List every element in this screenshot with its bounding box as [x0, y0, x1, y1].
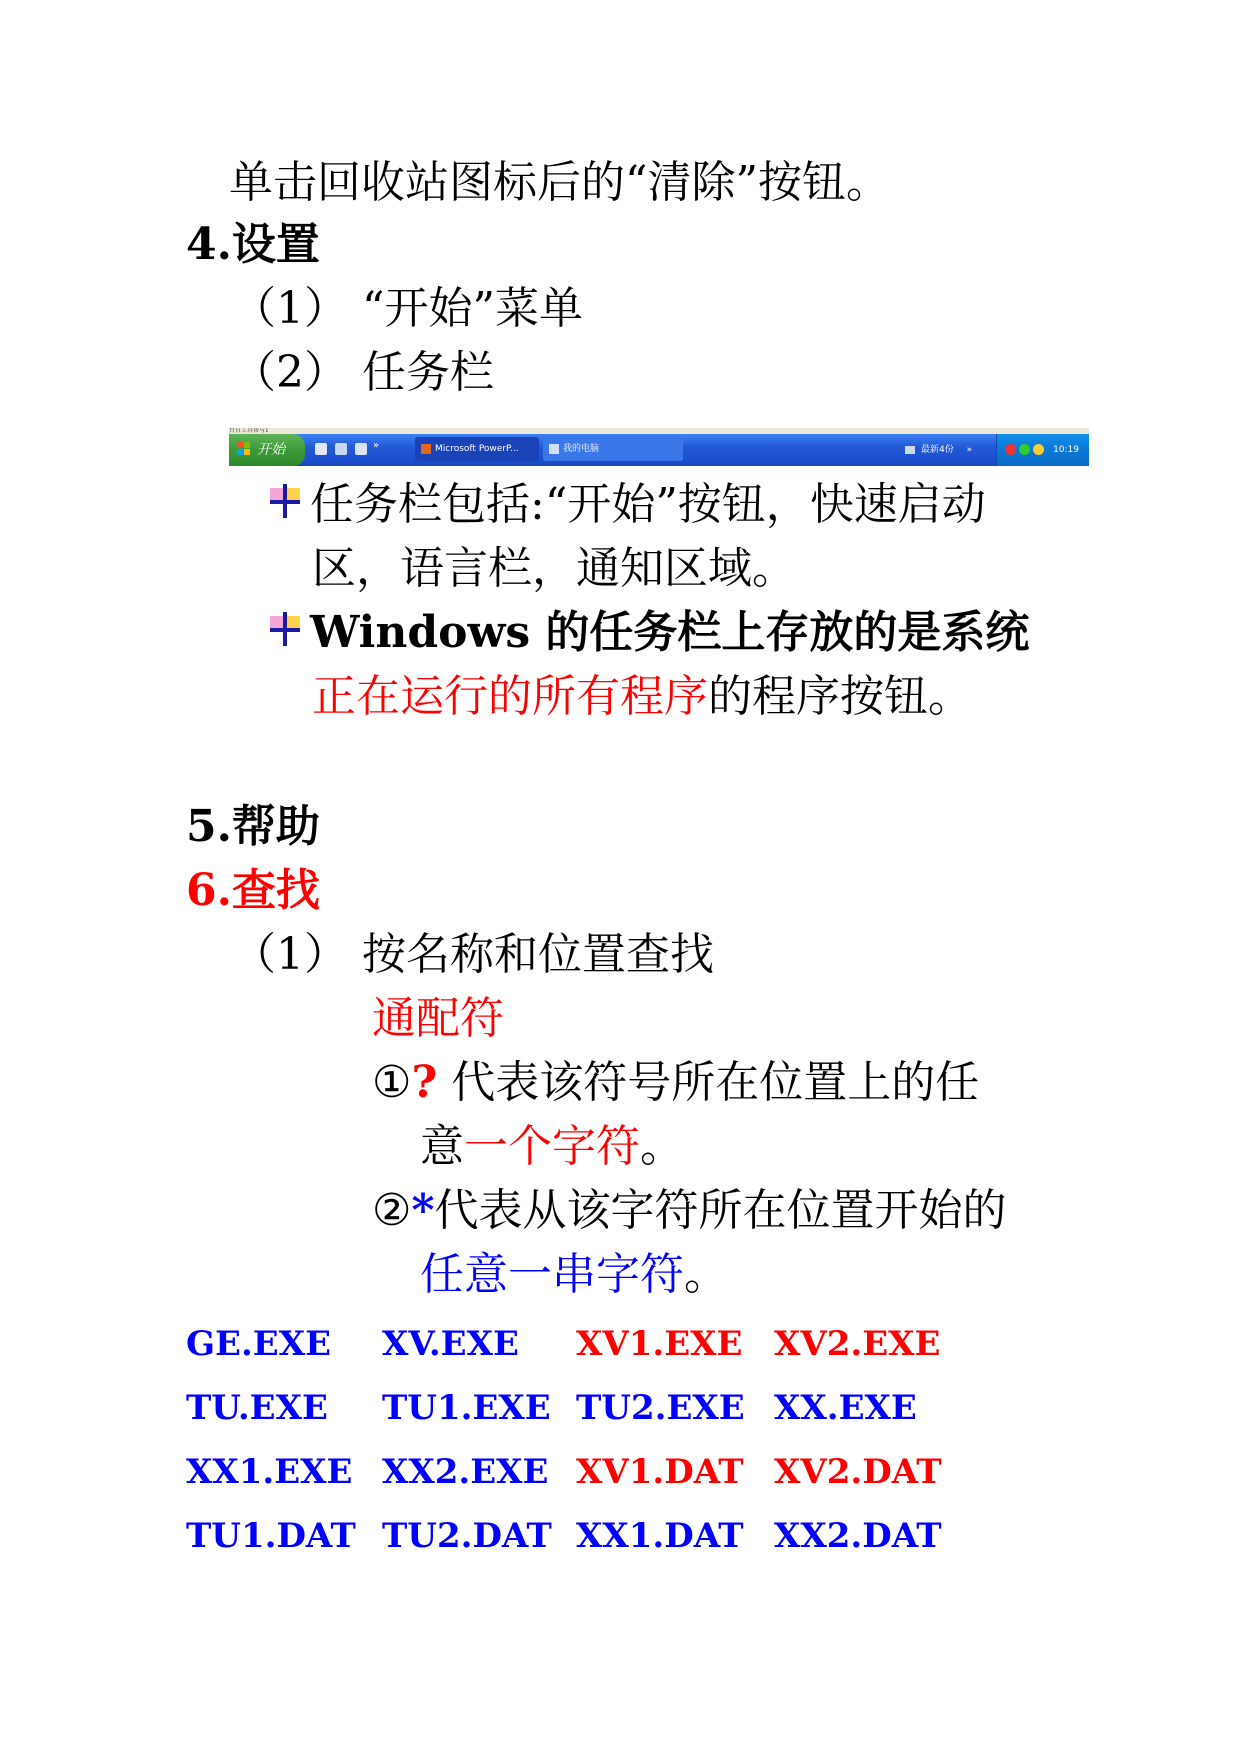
- item-taskbar: （2） 任务栏: [232, 347, 494, 398]
- item-search-by-name: （1） 按名称和位置查找: [232, 929, 714, 980]
- item-start-menu: （1） “开始”菜单: [232, 283, 583, 334]
- wildcard-star-line1: [372, 1184, 1006, 1238]
- quicklaunch-chevron[interactable]: »: [373, 440, 380, 451]
- file-name: TU2.DAT: [382, 1516, 552, 1556]
- tray-icon-1[interactable]: [1005, 444, 1016, 455]
- file-name: TU1.EXE: [382, 1388, 551, 1428]
- file-name: TU.EXE: [186, 1388, 328, 1428]
- file-name: XV1.EXE: [576, 1324, 743, 1364]
- taskbar-bar: [229, 434, 1089, 466]
- keyboard-icon: [905, 446, 915, 454]
- windows-taskbar-line1: [310, 606, 1029, 660]
- file-name: XX2.EXE: [382, 1452, 549, 1492]
- windows-taskbar-text: Windows 的任务栏上存放的是系统: [310, 607, 1030, 658]
- file-name: XV2.EXE: [774, 1324, 941, 1364]
- circled-2: ②: [372, 1185, 412, 1236]
- folder-icon[interactable]: [335, 443, 347, 455]
- desktop-icon[interactable]: [355, 443, 367, 455]
- start-button[interactable]: [229, 434, 305, 466]
- notification-area: [996, 434, 1089, 466]
- file-name: XV1.DAT: [576, 1452, 744, 1492]
- language-bar[interactable]: [905, 434, 972, 466]
- question-desc-cont: 意: [420, 1121, 464, 1172]
- star-desc: 代表从该字符所在位置开始的: [434, 1185, 1007, 1236]
- clock: 10:19: [1053, 445, 1079, 455]
- one-char-text: 一个字符: [464, 1121, 640, 1172]
- windows-flag-icon: [237, 442, 251, 456]
- heading-settings: 4.设置: [186, 219, 320, 270]
- taskbar-button-label: 我的电脑: [563, 444, 600, 454]
- period: 。: [640, 1121, 684, 1172]
- file-name: XV2.DAT: [774, 1452, 942, 1492]
- language-bar-chevron[interactable]: »: [966, 445, 973, 455]
- taskbar-includes-line2: 区，语言栏，通知区域。: [312, 543, 796, 594]
- circled-1: ①: [372, 1057, 412, 1108]
- file-name: TU1.DAT: [186, 1516, 356, 1556]
- file-name: XX2.DAT: [774, 1516, 942, 1556]
- language-bar-label: 最新4份: [921, 445, 954, 455]
- wildcard-heading: 通配符: [372, 993, 504, 1044]
- taskbar-button-my-computer[interactable]: [543, 437, 683, 461]
- wildcard-question-line2: [420, 1120, 684, 1174]
- file-name: XV.EXE: [382, 1324, 519, 1364]
- file-name: GE.EXE: [186, 1324, 331, 1364]
- program-buttons-text: 的程序按钮。: [708, 671, 972, 722]
- tray-icon-3[interactable]: [1033, 444, 1044, 455]
- running-programs-text: 正在运行的所有程序: [312, 671, 708, 722]
- text-recycle-bin-clear: 单击回收站图标后的“清除”按钮。: [229, 157, 890, 208]
- taskbar-includes-line1: 任务栏包括:“开始”按钮，快速启动: [310, 479, 986, 530]
- file-name: XX1.DAT: [576, 1516, 744, 1556]
- ie-icon[interactable]: [315, 443, 327, 455]
- file-name: TU2.EXE: [576, 1388, 745, 1428]
- wildcard-question-line1: [372, 1056, 979, 1110]
- bullet-icon: [270, 612, 300, 646]
- start-label: 开始: [257, 442, 285, 458]
- period: 。: [684, 1249, 728, 1300]
- taskbar-button-label: Microsoft PowerP...: [435, 444, 519, 454]
- question-desc: 代表该符号所在位置上的任: [437, 1057, 980, 1108]
- star-symbol: *: [411, 1185, 435, 1236]
- heading-help: 5.帮助: [186, 801, 320, 852]
- file-name: XX1.EXE: [186, 1452, 353, 1492]
- taskbar-screenshot: [229, 428, 1089, 466]
- taskbar-button-powerpoint[interactable]: [415, 437, 539, 461]
- computer-icon: [549, 444, 559, 454]
- file-name: XX.EXE: [774, 1388, 917, 1428]
- taskbar-top-strip: 台自工具帮与1: [229, 428, 1089, 434]
- heading-search: 6.查找: [186, 865, 320, 916]
- wildcard-star-line2: [420, 1248, 728, 1302]
- windows-taskbar-line2: [312, 670, 972, 724]
- tray-icon-2[interactable]: [1019, 444, 1030, 455]
- powerpoint-icon: [421, 444, 431, 454]
- any-string-text: 任意一串字符: [420, 1249, 684, 1300]
- question-symbol: ?: [411, 1057, 438, 1108]
- bullet-icon: [270, 484, 300, 518]
